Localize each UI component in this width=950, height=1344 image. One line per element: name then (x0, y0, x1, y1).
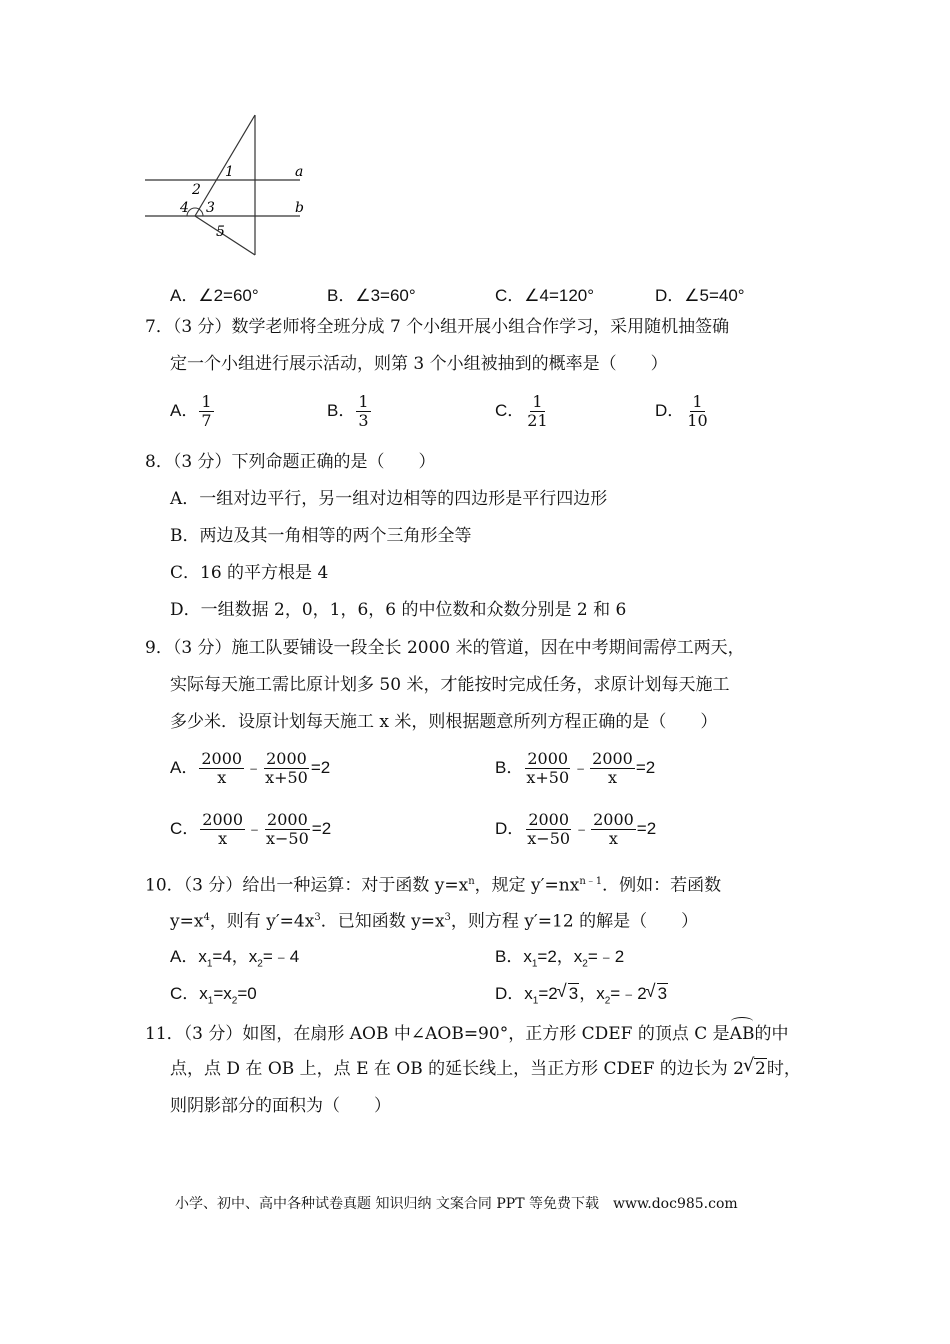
q8-option-c: C．16 的平方根是 4 (170, 563, 329, 583)
q10-stem-line1: 10．（3 分）给出一种运算：对于函数 $y=x^n$，规定 $y'=nx^{n﹣1}$．例如：若函数 (145, 875, 722, 896)
line-label-a: a (295, 164, 304, 180)
q7-stem-line2: 定一个小组进行展示活动，则第 3 个小组被抽到的概率是（ ） (170, 354, 668, 374)
q7-option-c: C． $\frac{1}{21}$ (495, 392, 548, 430)
q10-option-c: C．$x_1=x_2=0$ (170, 984, 257, 1007)
q8-option-b: B．两边及其一角相等的两个三角形全等 (170, 526, 472, 546)
q9-stem-line3: 多少米．设原计划每天施工 x 米，则根据题意所列方程正确的是（ ） (170, 712, 718, 732)
q10-option-d: D．$x_1=2√$ 3，$x_2=﹣2√$ 3 (495, 983, 668, 1012)
q9-option-c: C． $\frac{2000}{x}$ ﹣ $\frac{2000}{x-50}$ =2 (170, 810, 332, 848)
q11-stem-line1: 11．（3 分）如图，在扇形 AOB 中∠AOB=90°，正方形 CDEF 的顶点 C 是AB的中 (145, 1021, 788, 1045)
q8-option-a: A．一组对边平行，另一组对边相等的四边形是平行四边形 (170, 489, 608, 509)
angle-label-3: 3 (206, 200, 215, 216)
q10-option-a: A．$x_1=4$，$x_2=﹣4$ (170, 947, 300, 970)
q9-stem-line1: 9．（3 分）施工队要铺设一段全长 2000 米的管道，因在中考期间需停工两天， (145, 638, 745, 658)
angle-label-5: 5 (216, 224, 225, 240)
q10-option-b: B．$x_1=2$，$x_2=﹣2$ (495, 947, 625, 970)
q11-stem-line2: 点，点 D 在 OB 上，点 E 在 OB 的延长线上，当正方形 CDEF 的边长为 2√ 2时， (170, 1058, 801, 1080)
q6-option-a: A．∠2=60° (170, 286, 259, 305)
q6-option-d: D．∠5=40° (655, 286, 745, 305)
q7-option-d: D． $\frac{1}{10}$ (655, 392, 708, 430)
q9-option-b: B． $\frac{2000}{x+50}$ ﹣ $\frac{2000}{x}$ =2 (495, 749, 656, 787)
q9-stem-line2: 实际每天施工需比原计划多 50 米，才能按时完成任务，求原计划每天施工 (170, 675, 730, 695)
angle-label-2: 2 (192, 182, 201, 198)
geometry-figure (140, 110, 320, 260)
page-footer: 小学、初中、高中各种试卷真题 知识归纳 文案合同 PPT 等免费下载 www.doc985.com (175, 1196, 738, 1212)
q7-option-a: A． $\frac{1}{7}$ (170, 392, 212, 430)
q6-option-c: C．∠4=120° (495, 286, 595, 305)
q7-stem-line1: 7．（3 分）数学老师将全班分成 7 个小组开展小组合作学习，采用随机抽签确 (145, 317, 730, 337)
q9-option-d: D． $\frac{2000}{x-50}$ ﹣ $\frac{2000}{x}$ =2 (495, 810, 657, 848)
line-label-b: b (295, 200, 304, 216)
angle-label-1: 1 (225, 164, 234, 180)
q8-stem: 8．（3 分）下列命题正确的是（ ） (145, 452, 436, 472)
q9-option-a: A． $\frac{2000}{x}$ ﹣ $\frac{2000}{x+50}$ =2 (170, 749, 331, 787)
q6-option-b: B．∠3=60° (327, 286, 416, 305)
angle-label-4: 4 (180, 200, 189, 216)
q8-option-d: D．一组数据 2，0，1，6，6 的中位数和众数分别是 2 和 6 (170, 600, 627, 620)
q7-option-b: B． $\frac{1}{3}$ (327, 392, 369, 430)
q10-stem-line2: $y=x^4$，则有 $y'=4x^3$．已知函数 $y=x^3$，则方程 y′=12 的解是（ ） (170, 911, 699, 932)
q11-stem-line3: 则阴影部分的面积为（ ） (170, 1096, 391, 1116)
arc-ab: AB (730, 1021, 755, 1045)
